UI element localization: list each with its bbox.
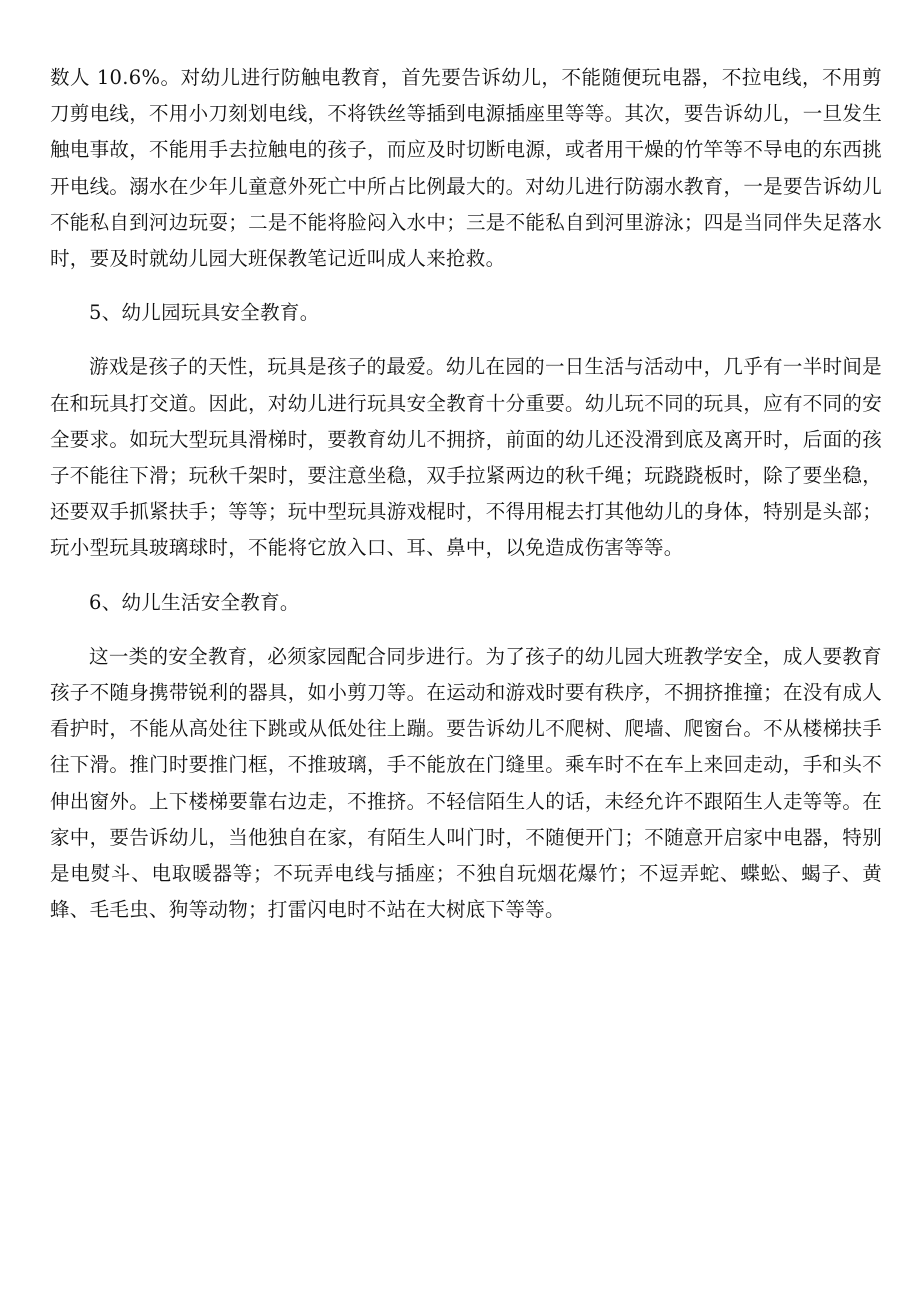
section-heading-toy-safety: 5、幼儿园玩具安全教育。 <box>89 301 320 325</box>
paragraph-life-safety: 这一类的安全教育，必须家园配合同步进行。为了孩子的幼儿园大班教学安全，成人要教育孩子不随身携带锐利的器具，如小剪刀等。在运动和游戏时要有秩序，不拥挤推撞；在没有成人看护时，不能从高处往下跳或从低处往上蹦。要告诉幼儿不爬树、爬墙、爬窗台。不从楼梯扶手往下滑。推门时要推门框，不推玻璃，手不能放在门缝里。乘车时不在车上来回走动，手和头不伸出窗外。上下楼梯要靠右边走，不推挤。不轻信陌生人的话，未经允许不跟陌生人走等等。在家中，要告诉幼儿，当他独自在家，有陌生人叫门时，不随便开门；不随意开启家中电器，特别是电熨斗、电取暖器等；不玩弄电线与插座；不独自玩烟花爆竹；不逗弄蛇、蝶蚣、蝎子、黄蜂、毛毛虫、狗等动物；打雷闪电时不站在大树底下等等。 <box>50 644 882 922</box>
section-heading-life-safety: 6、幼儿生活安全教育。 <box>89 590 300 614</box>
paragraph-toy-safety: 游戏是孩子的天性，玩具是孩子的最爱。幼儿在园的一日生活与活动中，几乎有一半时间是在和玩具打交道。因此，对幼儿进行玩具安全教育十分重要。幼儿玩不同的玩具，应有不同的安全要求。如玩大型玩具滑梯时，要教育幼儿不拥挤，前面的幼儿还没滑到底及离开时，后面的孩子不能往下滑；玩秋千架时，要注意坐稳，双手拉紧两边的秋千绳；玩跷跷板时，除了要坐稳，还要双手抓紧扶手；等等；玩中型玩具游戏棍时，不得用棍去打其他幼儿的身体，特别是头部；玩小型玩具玻璃球时，不能将它放入口、耳、鼻中，以免造成伤害等等。 <box>50 355 882 560</box>
document-body <box>50 60 882 946</box>
paragraph-electric-water-safety: 数人 10.6%。对幼儿进行防触电教育，首先要告诉幼儿，不能随便玩电器，不拉电线，不用剪刀剪电线，不用小刀刻划电线，不将铁丝等插到电源插座里等等。其次，要告诉幼儿，一旦发生触电事故，不能用手去拉触电的孩子，而应及时切断电源，或者用干燥的竹竿等不导电的东西挑开电线。溺水在少年儿童意外死亡中所占比例最大的。对幼儿进行防溺水教育，一是要告诉幼儿不能私自到河边玩耍；二是不能将脸闷入水中；三是不能私自到河里游泳；四是当同伴失足落水时，要及时就幼儿园大班保教笔记近叫成人来抢救。 <box>50 66 882 271</box>
